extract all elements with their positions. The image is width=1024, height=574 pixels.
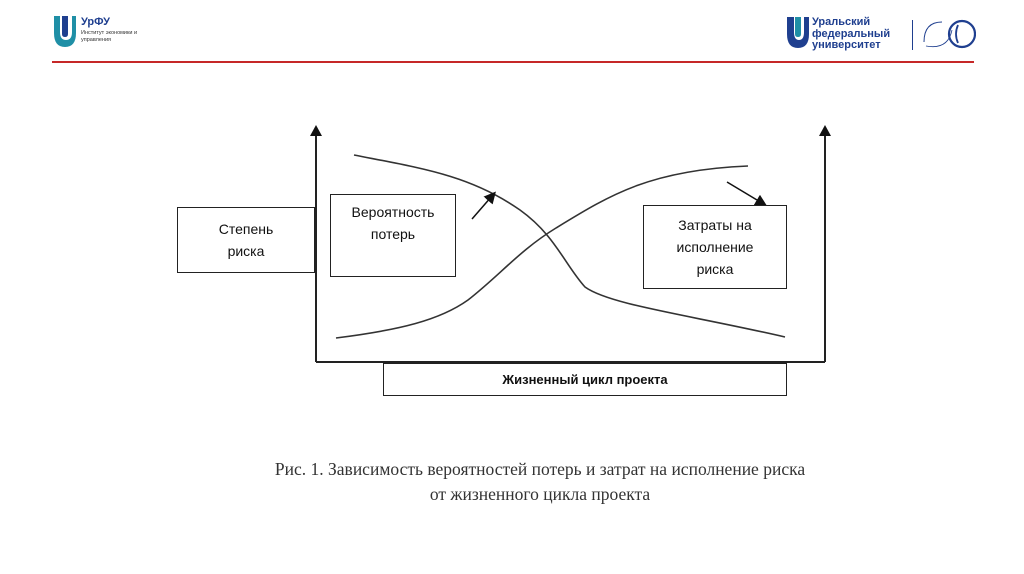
figure-caption — [140, 457, 940, 507]
left-axis-arrowhead-icon — [310, 125, 322, 136]
institute-name: Институт экономики и управления — [81, 30, 138, 43]
urfu-brand-text: УрФУ — [81, 16, 110, 28]
university-name: Уральский федеральный университет — [812, 16, 891, 51]
project-life-cycle-box: Жизненный цикл проекта — [383, 363, 787, 396]
caption-line-1: Рис. 1. Зависимость вероятностей потерь и затрат на исполнение риска — [274, 459, 806, 479]
right-axis-arrowhead-icon — [819, 125, 831, 136]
loss-probability-pointer-arrow — [472, 196, 492, 219]
execution-costs-pointer-arrow — [727, 182, 762, 203]
execution-costs-box: Затраты на исполнение риска — [643, 205, 787, 289]
risk-degree-box: Степень риска — [177, 207, 315, 273]
caption-line-2: от жизненного цикла проекта — [429, 484, 651, 504]
loss-probability-box: Вероятность потерь — [330, 194, 456, 277]
